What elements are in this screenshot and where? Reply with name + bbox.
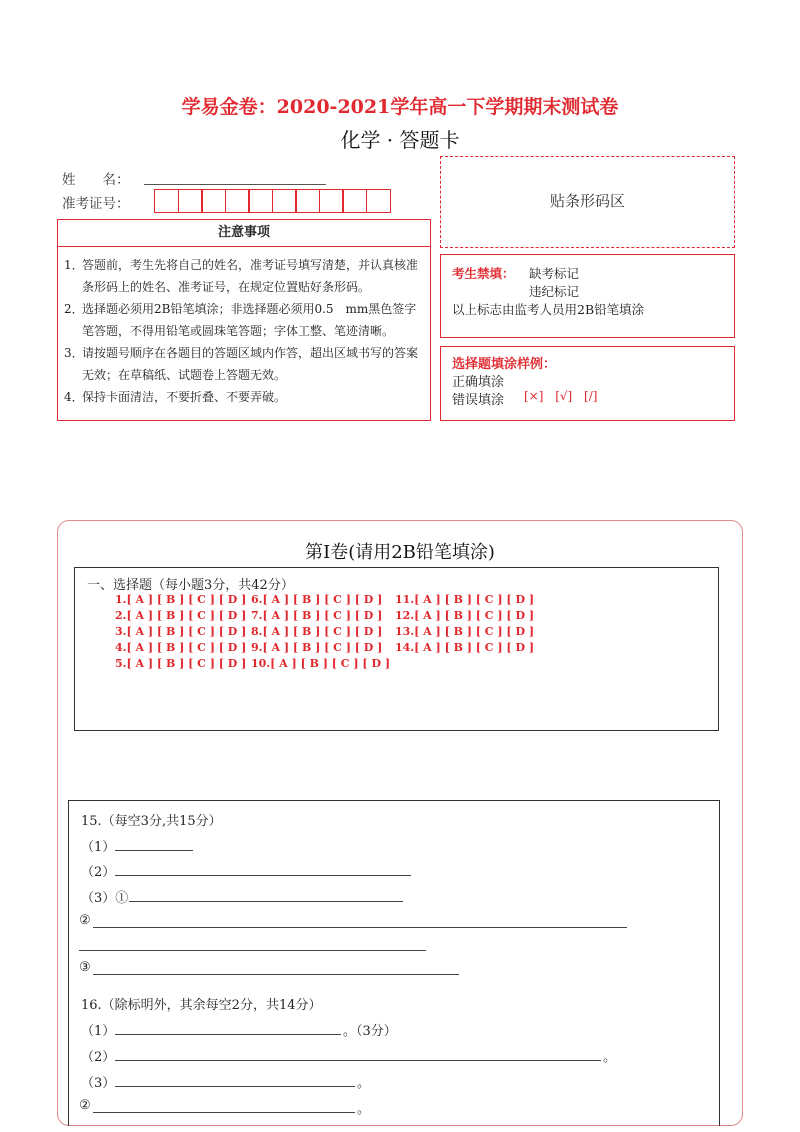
choice-question-10[interactable]	[251, 657, 390, 670]
q15-part-3c-label: ③	[79, 960, 91, 975]
notice-panel	[57, 219, 431, 421]
notice-item-number: 1．	[64, 258, 84, 272]
notice-item	[64, 298, 428, 342]
answer-options[interactable]: [ A ] [ B ] [ C ] [ D ]	[270, 657, 391, 670]
written-answer-box	[68, 800, 720, 1126]
q16-part-1-label: （1）	[81, 1024, 116, 1039]
answer-options[interactable]: [ A ] [ B ] [ C ] [ D ]	[126, 609, 247, 622]
choice-question-5[interactable]	[115, 657, 246, 670]
question-number: 11.	[395, 593, 415, 606]
question-number: 9.	[251, 641, 263, 654]
correct-fill-label: 正确填涂	[452, 375, 505, 390]
examiner-only-panel	[440, 254, 735, 338]
wrong-fill-examples: [×] [√] [/]	[524, 389, 598, 403]
question-number: 14.	[395, 641, 415, 654]
answer-options[interactable]: [ A ] [ B ] [ C ] [ D ]	[126, 625, 247, 638]
question-number: 13.	[395, 625, 415, 638]
q16-part-4-suffix: 。	[357, 1102, 371, 1117]
notice-item-text: 请按题号顺序在各题目的答题区域内作答，超出区域书写的答案无效；在草稿纸、试题卷上答题无效。	[82, 346, 419, 382]
question-number: 2.	[115, 609, 127, 622]
q15-part-3b-label: ②	[79, 913, 91, 928]
notice-item-text: 选择题必须用2B铅笔填涂；非选择题必须用0.5 mm黑色签字笔答题，不得用铅笔或圆珠笔答题；字体工整、笔迹清晰。	[82, 302, 417, 338]
exam-id-digit-box[interactable]	[342, 189, 367, 213]
notice-title: 注意事项	[58, 220, 430, 247]
examiner-note: 以上标志由监考人员用2B铅笔填涂	[452, 302, 645, 317]
notice-item-text: 保持卡面清洁，不要折叠、不要弄破。	[82, 390, 287, 404]
question-16-title: 16.（除标明外，其余每空2分，共14分）	[81, 998, 322, 1013]
answer-options[interactable]: [ A ] [ B ] [ C ] [ D ]	[126, 593, 247, 606]
exam-id-digit-box[interactable]	[366, 189, 391, 213]
question-number: 4.	[115, 641, 127, 654]
question-number: 7.	[251, 609, 263, 622]
question-15-title: 15.（每空3分,共15分）	[81, 814, 222, 829]
answer-options[interactable]: [ A ] [ B ] [ C ] [ D ]	[414, 641, 535, 654]
choice-heading: 一、选择题（每小题3分，共42分）	[87, 578, 294, 593]
answer-options[interactable]: [ A ] [ B ] [ C ] [ D ]	[414, 609, 535, 622]
q15-part-3-label: （3）①	[81, 891, 129, 906]
exam-id-digit-box[interactable]	[201, 189, 226, 213]
notice-item	[64, 386, 428, 408]
answer-options[interactable]: [ A ] [ B ] [ C ] [ D ]	[262, 609, 383, 622]
name-label: 姓 名：	[62, 172, 130, 188]
exam-id-digit-box[interactable]	[225, 189, 250, 213]
card-subtitle: 化学 · 答题卡	[340, 128, 460, 152]
violation-mark[interactable]: 违纪标记	[529, 284, 580, 299]
exam-id-digit-box[interactable]	[154, 189, 179, 213]
q16-part-4-label: ②	[79, 1098, 91, 1113]
answer-options[interactable]: [ A ] [ B ] [ C ] [ D ]	[414, 625, 535, 638]
question-number: 12.	[395, 609, 415, 622]
absent-mark[interactable]: 缺考标记	[529, 266, 580, 281]
choice-question-box	[74, 567, 719, 731]
notice-item	[64, 254, 428, 298]
q16-part-3-answer-line[interactable]	[115, 1086, 355, 1087]
q16-part-3-suffix: 。	[357, 1076, 371, 1091]
question-number: 10.	[251, 657, 271, 670]
answer-options[interactable]: [ A ] [ B ] [ C ] [ D ]	[414, 593, 535, 606]
notice-item-number: 2．	[64, 302, 84, 316]
choice-question-7[interactable]	[251, 609, 382, 622]
notice-list	[64, 254, 428, 408]
exam-id-digit-box[interactable]	[248, 189, 273, 213]
name-field[interactable]	[144, 184, 326, 185]
choice-question-4[interactable]	[115, 641, 246, 654]
fill-sample-panel	[440, 346, 735, 421]
answer-options[interactable]: [ A ] [ B ] [ C ] [ D ]	[262, 593, 383, 606]
q16-part-4-answer-line[interactable]	[93, 1112, 355, 1113]
choice-question-9[interactable]	[251, 641, 382, 654]
notice-item-text: 答题前，考生先将自己的姓名，准考证号填写清楚，并认真核准条形码上的姓名、准考证号，在规定位置贴好条形码。	[82, 258, 419, 294]
exam-id-label: 准考证号：	[62, 196, 130, 212]
exam-id-digit-box[interactable]	[272, 189, 297, 213]
q16-part-2-suffix: 。	[603, 1050, 617, 1065]
choice-question-2[interactable]	[115, 609, 246, 622]
question-number: 3.	[115, 625, 127, 638]
q15-part-3a-answer-line[interactable]	[129, 901, 403, 902]
q16-part-1-answer-line[interactable]	[115, 1034, 341, 1035]
choice-question-1[interactable]	[115, 593, 246, 606]
notice-item-number: 3．	[64, 346, 84, 360]
q15-part-2-label: （2）	[81, 865, 116, 880]
section-1-title: 第Ⅰ卷(请用2B铅笔填涂)	[305, 542, 495, 563]
choice-question-11[interactable]	[395, 593, 534, 606]
card-title: 学易金卷：2020-2021学年高一下学期期末测试卷	[181, 96, 619, 118]
choice-question-12[interactable]	[395, 609, 534, 622]
answer-options[interactable]: [ A ] [ B ] [ C ] [ D ]	[262, 641, 383, 654]
q15-part-3b-answer-line-2[interactable]	[79, 950, 426, 951]
q15-part-1-answer-line[interactable]	[115, 850, 193, 851]
exam-id-boxes[interactable]	[154, 189, 389, 213]
q16-part-1-suffix: 。（3分）	[343, 1024, 397, 1039]
q16-part-2-answer-line[interactable]	[115, 1060, 601, 1061]
choice-question-6[interactable]	[251, 593, 382, 606]
q15-part-2-answer-line[interactable]	[115, 875, 411, 876]
exam-id-digit-box[interactable]	[319, 189, 344, 213]
wrong-fill-label: 错误填涂	[452, 393, 505, 408]
choice-question-14[interactable]	[395, 641, 534, 654]
q16-part-2-label: （2）	[81, 1050, 116, 1065]
choice-question-13[interactable]	[395, 625, 534, 638]
exam-id-digit-box[interactable]	[295, 189, 320, 213]
question-number: 5.	[115, 657, 127, 670]
barcode-area: 贴条形码区	[440, 156, 735, 248]
notice-item	[64, 342, 428, 386]
choice-question-8[interactable]	[251, 625, 382, 638]
q15-part-1-label: （1）	[81, 840, 116, 855]
q15-part-3b-answer-line[interactable]	[93, 927, 627, 928]
exam-id-digit-box[interactable]	[178, 189, 203, 213]
question-number: 1.	[115, 593, 127, 606]
answer-options[interactable]: [ A ] [ B ] [ C ] [ D ]	[262, 625, 383, 638]
examiner-only-title: 考生禁填：	[452, 266, 515, 281]
q16-part-3-label: （3）	[81, 1076, 116, 1091]
answer-options[interactable]: [ A ] [ B ] [ C ] [ D ]	[126, 641, 247, 654]
question-number: 8.	[251, 625, 263, 638]
fill-sample-title: 选择题填涂样例：	[452, 357, 557, 372]
q15-part-3c-answer-line[interactable]	[93, 974, 459, 975]
answer-options[interactable]: [ A ] [ B ] [ C ] [ D ]	[126, 657, 247, 670]
choice-question-3[interactable]	[115, 625, 246, 638]
notice-item-number: 4．	[64, 390, 84, 404]
question-number: 6.	[251, 593, 263, 606]
